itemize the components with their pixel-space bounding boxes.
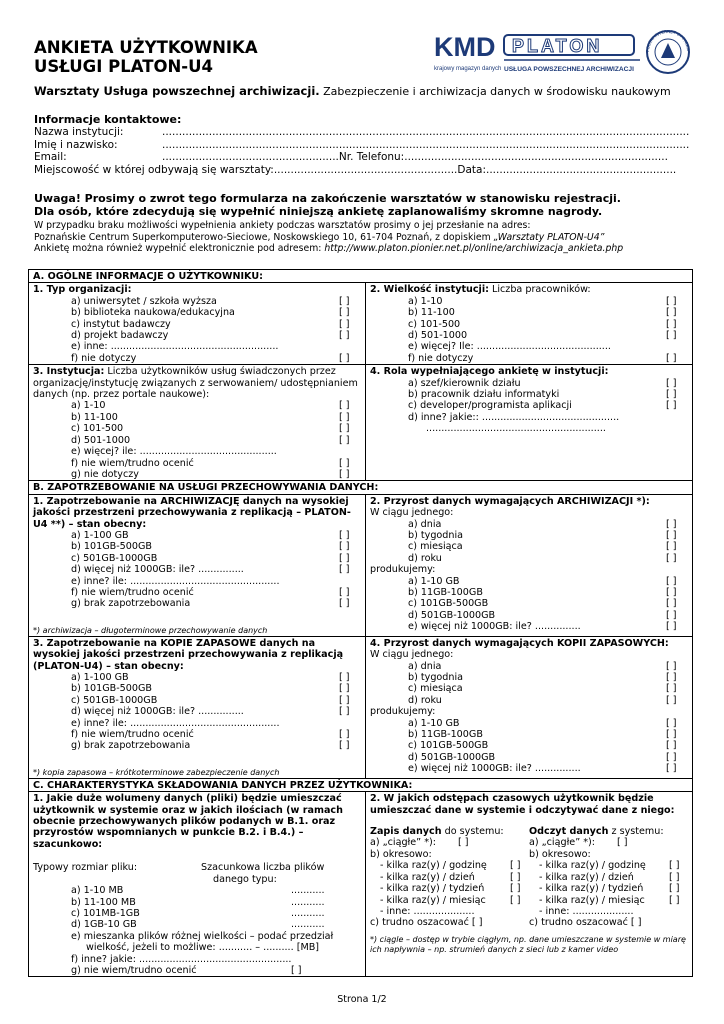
notice-line-5: Ankietę można również wypełnić elektronicznie pod adresem: http://www.platon.pionier.net.pl/online/archiwizacja_ankieta.php (34, 243, 624, 254)
page-number: Strona 1/2 (337, 994, 387, 1005)
option-b3-c[interactable]: c) 501GB-1000GB [ ] (71, 694, 350, 706)
option-b3-f[interactable]: f) nie wiem/trudno ocenić [ ] (71, 729, 350, 741)
option-b4-size-e[interactable]: e) więcej niż 1000GB: ile? ............... [ ] (408, 763, 677, 775)
question-a2: 2. Wielkość instytucji: Liczba pracowników: a) 1-10 [ ] b) 11-100 [ ] c) 101-500 [ ] d) 501-1000 [ ] e) więcej? Ile: ............................................ f) nie dotyczy [ ] (366, 283, 693, 365)
section-a-heading: A. OGÓLNE INFORMACJE O UŻYTKOWNIKU: (29, 270, 693, 283)
option-b2-year[interactable]: d) roku [ ] (408, 552, 677, 564)
option-b2-size-d[interactable]: d) 501GB-1000GB [ ] (408, 609, 677, 621)
logo-kmd-text: KMD (434, 32, 496, 62)
option-a4-d[interactable]: d) inne? jakie:: ............................................. (408, 411, 620, 423)
option-c1-f[interactable]: f) inne? jakie: .................................................. (71, 953, 292, 965)
option-b1-g[interactable]: g) brak zapotrzebowania [ ] (71, 598, 350, 610)
option-b3-g[interactable]: g) brak zapotrzebowania [ ] (71, 740, 350, 752)
option-c1-g[interactable]: g) nie wiem/trudno ocenić [ ] (71, 964, 302, 976)
question-a4: 4. Rola wypełniającego ankietę w instytucji: a) szef/kierownik działu [ ] b) pracownik działu informatyki [ ] c) developer/programista aplikacji [ ] d) inne? jakie:: ............................................. ........................................................... (366, 365, 693, 481)
option-b2-size-a[interactable]: a) 1-10 GB [ ] (408, 575, 677, 587)
name-field[interactable]: Imię i nazwisko: .............................................................................................................................................................. (34, 138, 690, 151)
section-b-heading: B. ZAPOTRZEBOWANIE NA USŁUGI PRZECHOWYWANIA DANYCH: (29, 481, 693, 494)
option-c1-c[interactable]: c) 101MB-1GB ........... (71, 907, 325, 919)
question-c2: 2. W jakich odstępach czasowych użytkownik będzie umieszczać dane w systemie i odczytywać dane z niego: Zapis danych do systemu: a) „ciągłe” *): [ ] b) okresowo: - kilka raz(y) / godzinę [ ] - kilka raz(y) / dzień [ ] - kilka raz(y) / tydzień [ ] - kilka raz(y) / miesiąc [ ] - inne: .................... c) trudno oszacować [ ] Odczyt danych z systemu: a) „ciągłe” *): [ ] b) okresowo: - kilka raz(y) / godzinę [ ] - kilka raz(y) / dzień [ ] - kilka raz(y) / tydzień [ ] - kilka raz(y) / miesiąc [ ] - inne: .................... c) trudno oszacować [ ] *) ciągle – dostęp w trybie ciągłym, np. dane umieszczane w systemie w miarę ich napływnia – np. strumień danych z sieci lub z kamer video (366, 792, 693, 977)
notice-line-3: W przypadku braku możliwości wypełnienia ankiety podczas warsztatów prosimy o jej przesłanie na adres: (34, 220, 531, 231)
question-b2: 2. Przyrost danych wymagających ARCHIWIZACJI *): W ciągu jednego: a) dnia [ ] b) tygodnia [ ] c) miesiąca [ ] d) roku [ ] produkujemy: a) 1-10 GB [ ] b) 11GB-100GB [ ] c) 101GB-500GB [ ] d) 501GB-1000GB [ ] e) więcej niż 1000GB: ile? ............... [ ] (366, 494, 693, 636)
subtitle-rest: Zabezpieczenie i archiwizacja danych w środowisku naukowym (319, 85, 671, 98)
notice-line-1: Uwaga! Prosimy o zwrot tego formularza na zakończenie warsztatów w stanowisku rejestracji. (34, 192, 621, 205)
option-b1-c[interactable]: c) 501GB-1000GB [ ] (71, 552, 350, 564)
option-a1-e[interactable]: e) inne: ....................................................... (71, 341, 279, 353)
read-freq-month[interactable]: - kilka raz(y) / miesiąc [ ] (539, 894, 680, 906)
option-b2-day[interactable]: a) dnia [ ] (408, 518, 677, 530)
option-a1-b[interactable]: b) biblioteka naukowa/edukacyjna [ ] (71, 307, 350, 319)
write-column: Zapis danych do systemu: a) „ciągłe” *): [ ] b) okresowo: - kilka raz(y) / godzinę [ ] - kilka raz(y) / dzień [ ] - kilka raz(y) / tydzień [ ] - kilka raz(y) / miesiąc [ ] - inne: .................... c) trudno oszacować [ ] (370, 826, 529, 929)
question-a1: 1. Typ organizacji: a) uniwersytet / szkoła wyższa [ ] b) biblioteka naukowa/edukacyjna [ ] c) instytut badawczy [ ] d) projekt badawczy [ ] e) inne: ....................................................... f) nie dotyczy [ ] (29, 283, 366, 365)
contact-heading: Informacje kontaktowe: (34, 113, 182, 126)
write-hard-estimate[interactable]: c) trudno oszacować [ ] (370, 917, 483, 929)
notice-line-4: Poznańskie Centrum Superkomputerowo-Sieciowe, Noskowskiego 10, 61-704 Poznań, z dopiskiem „Warsztaty PLATON-U4” (34, 231, 605, 243)
contact-info (34, 114, 694, 176)
survey-url-link[interactable]: http://www.platon.pionier.net.pl/online/archiwizacja_ankieta.php (324, 243, 624, 254)
option-a3-b[interactable]: b) 11-100 [ ] (71, 411, 350, 423)
document-title (34, 38, 258, 76)
option-a3-c[interactable]: c) 101-500 [ ] (71, 423, 350, 435)
email-phone-field[interactable]: Email: ..................................................... Nr. Telefonu: ............................................................................... (34, 151, 668, 164)
read-freq-day[interactable]: - kilka raz(y) / dzień [ ] (539, 871, 680, 883)
question-c1: 1. Jakie duże wolumeny danych (pliki) będzie umieszczać użytkownik w systemie oraz w jakich ilościach (w ramach obecnie przechowywanych plików podanych w B.1. oraz przyrostów wspomnianych w punkcie B.2. i B.4.) – szacunkowo: Typowy rozmiar pliku: Szacunkowa liczba plików danego typu: a) 1-10 MB ........... b) 11-100 MB ........... c) 101MB-1GB ........... d) 1GB-10 GB ........... e) mieszanka plików różnej wielkości – podać przedział wielkość, jeżeli to możliwe: ........... – .......... [MB] f) inne? jakie: .................................................. g) nie wiem/trudno ocenić [ ] (29, 792, 366, 977)
option-b1-f[interactable]: f) nie wiem/trudno ocenić [ ] (71, 586, 350, 598)
option-a3-d[interactable]: d) 501-1000 [ ] (71, 434, 350, 446)
option-c1-d[interactable]: d) 1GB-10 GB ........... (71, 919, 325, 931)
option-b4-size-d[interactable]: d) 501GB-1000GB [ ] (408, 751, 677, 763)
option-a2-b[interactable]: b) 11-100 [ ] (408, 307, 677, 319)
write-freq-day[interactable]: - kilka raz(y) / dzień [ ] (380, 871, 521, 883)
option-b3-e[interactable]: e) inne? ile: ................................................. (71, 717, 280, 729)
write-continuous[interactable]: a) „ciągłe” *): [ ] (370, 837, 469, 849)
read-column: Odczyt danych z systemu: a) „ciągłe” *): [ ] b) okresowo: - kilka raz(y) / godzinę [ ] - kilka raz(y) / dzień [ ] - kilka raz(y) / tydzień [ ] - kilka raz(y) / miesiąc [ ] - inne: .................... c) trudno oszacować [ ] (529, 826, 688, 929)
option-a4-a[interactable]: a) szef/kierownik działu [ ] (408, 377, 677, 389)
option-a4-c[interactable]: c) developer/programista aplikacji [ ] (408, 400, 677, 412)
option-a3-e[interactable]: e) więcej? ile: ............................................. (71, 446, 277, 458)
option-b2-size-e[interactable]: e) więcej niż 1000GB: ile? ............... [ ] (408, 621, 677, 633)
write-freq-month[interactable]: - kilka raz(y) / miesiąc [ ] (380, 894, 521, 906)
note-backup: *) kopia zapasowa – krótkoterminowe zabezpieczenie danych (33, 767, 280, 777)
option-b4-year[interactable]: d) roku [ ] (408, 694, 677, 706)
option-b2-size-b[interactable]: b) 11GB-100GB [ ] (408, 586, 677, 598)
option-b4-month[interactable]: c) miesiąca [ ] (408, 683, 677, 695)
option-a4-b[interactable]: b) pracownik działu informatyki [ ] (408, 389, 677, 401)
option-a2-a[interactable]: a) 1-10 [ ] (408, 295, 677, 307)
option-a1-d[interactable]: d) projekt badawczy [ ] (71, 330, 350, 342)
survey-table (28, 269, 693, 977)
read-freq-hour[interactable]: - kilka raz(y) / godzinę [ ] (539, 860, 680, 872)
option-b2-week[interactable]: b) tygodnia [ ] (408, 529, 677, 541)
logo-platon-text: PLATON (512, 36, 603, 56)
option-b4-day[interactable]: a) dnia [ ] (408, 660, 677, 672)
option-a2-d[interactable]: d) 501-1000 [ ] (408, 330, 677, 342)
option-a3-a[interactable]: a) 1-10 [ ] (71, 400, 350, 412)
option-c1-e[interactable]: e) mieszanka plików różnej wielkości – podać przedział (71, 930, 334, 942)
note-continuous: *) ciągle – dostęp w trybie ciągłym, np. dane umieszczane w systemie w miarę ich napływnia – np. strumień danych z sieci lub z kamer video (370, 934, 686, 954)
write-freq-hour[interactable]: - kilka raz(y) / godzinę [ ] (380, 860, 521, 872)
option-a3-f[interactable]: f) nie wiem/trudno ocenić [ ] (71, 457, 350, 469)
option-b2-month[interactable]: c) miesiąca [ ] (408, 541, 677, 553)
option-b1-d[interactable]: d) więcej niż 1000GB: ile? ............... [ ] (71, 564, 350, 576)
option-b4-size-b[interactable]: b) 11GB-100GB [ ] (408, 729, 677, 741)
option-b1-a[interactable]: a) 1-100 GB [ ] (71, 529, 350, 541)
phone-label: Nr. Telefonu: (338, 151, 405, 164)
title-line-2: USŁUGI PLATON-U4 (34, 57, 214, 76)
option-a1-f[interactable]: f) nie dotyczy [ ] (71, 352, 350, 364)
seal-text: POLSKI INTERNET OPTYCZN (644, 28, 691, 53)
write-freq-week[interactable]: - kilka raz(y) / tydzień [ ] (380, 883, 521, 895)
option-b4-size-c[interactable]: c) 101GB-500GB [ ] (408, 740, 677, 752)
date-label: Data: (457, 163, 486, 176)
read-hard-estimate[interactable]: c) trudno oszacować [ ] (529, 917, 642, 929)
option-a1-c[interactable]: c) instytut badawczy [ ] (71, 318, 350, 330)
read-freq-other[interactable]: - inne: .................... (539, 905, 634, 917)
note-archiving: *) archiwizacja – długoterminowe przechowywanie danych (33, 625, 268, 635)
option-a2-e[interactable]: e) więcej? Ile: ............................................ (408, 341, 611, 353)
read-continuous[interactable]: a) „ciągłe” *): [ ] (529, 837, 628, 849)
notice-line-2: Dla osób, które zdecydują się wypełnić niniejszą ankietę zaplanowaliśmy skromne nagrody. (34, 205, 603, 218)
read-freq-week[interactable]: - kilka raz(y) / tydzień [ ] (539, 883, 680, 895)
subtitle-bold: Warsztaty Usługa powszechnej archiwizacji. (34, 84, 320, 98)
workshop-subtitle (34, 86, 671, 97)
option-b3-a[interactable]: a) 1-100 GB [ ] (71, 672, 350, 683)
institution-field[interactable]: Nazwa instytucji: .............................................................................................................................................................. (34, 126, 690, 139)
option-b1-e[interactable]: e) inne? ile: ................................................. (71, 575, 280, 587)
question-b3: 3. Zapotrzebowanie na KOPIE ZAPASOWE danych na wysokiej jakości przestrzeni przechowywania z replikacją (PLATON-U4) – stan obecny: a) 1-100 GB [ ] b) 101GB-500GB [ ] c) 501GB-1000GB [ ] d) więcej niż 1000GB: ile? ............... [ ] e) inne? ile: ................................................. f) nie wiem/trudno ocenić [ ] g) brak zapotrzebowania [ ] *) kopia zapasowa – krótkoterminowe zabezpieczenie danych (29, 636, 366, 778)
option-b2-size-c[interactable]: c) 101GB-500GB [ ] (408, 598, 677, 610)
logo-kmd-subtitle: krajowy magazyn danych (434, 66, 502, 72)
notice-block (34, 192, 694, 255)
title-line-1: ANKIETA UŻYTKOWNIKA (34, 38, 258, 57)
write-freq-other[interactable]: - inne: .................... (380, 905, 475, 917)
option-a2-c[interactable]: c) 101-500 [ ] (408, 318, 677, 330)
option-c1-b[interactable]: b) 11-100 MB ........... (71, 896, 325, 908)
option-b4-week[interactable]: b) tygodnia [ ] (408, 672, 677, 683)
option-b1-b[interactable]: b) 101GB-500GB [ ] (71, 541, 350, 553)
option-a2-f[interactable]: f) nie dotyczy [ ] (408, 352, 677, 364)
logo-platon-subtitle: USŁUGA POWSZECHNEJ ARCHIWIZACJI (504, 66, 634, 73)
option-c1-a[interactable]: a) 1-10 MB ........... (71, 885, 325, 897)
question-a3: 3. Instytucja: Liczba użytkowników usług świadczonych przez organizację/instytucję związanych z serwowaniem/ udostępnianiem danych (np. przez portale naukowe): a) 1-10 [ ] b) 11-100 [ ] c) 101-500 [ ] d) 501-1000 [ ] e) więcej? ile: ............................................. f) nie wiem/trudno ocenić [ ] g) nie dotyczy [ ] (29, 365, 366, 481)
option-b3-d[interactable]: d) więcej niż 1000GB: ile? ............... [ ] (71, 706, 350, 718)
kmd-platon-logo (432, 28, 692, 80)
section-c-heading: C. CHARAKTERYSTYKA SKŁADOWANIA DANYCH PRZEZ UŻYTKOWNIKA: (29, 778, 693, 791)
option-a3-g[interactable]: g) nie dotyczy [ ] (71, 468, 350, 480)
option-b4-size-a[interactable]: a) 1-10 GB [ ] (408, 717, 677, 729)
city-date-field[interactable]: Miejscowość w której odbywają się warsztaty: ....................................................... Data: ......................................................... (34, 163, 677, 176)
option-b3-b[interactable]: b) 101GB-500GB [ ] (71, 683, 350, 695)
option-a1-a[interactable]: a) uniwersytet / szkoła wyższa [ ] (71, 295, 350, 307)
question-b4: 4. Przyrost danych wymagających KOPII ZAPASOWYCH: W ciągu jednego: a) dnia [ ] b) tygodnia [ ] c) miesiąca [ ] d) roku [ ] produkujemy: a) 1-10 GB [ ] b) 11GB-100GB [ ] c) 101GB-500GB [ ] d) 501GB-1000GB [ ] e) więcej niż 1000GB: ile? ............... [ ] (366, 636, 693, 778)
question-b1: 1. Zapotrzebowanie na ARCHIWIZACJĘ danych na wysokiej jakości przestrzeni przechowywania z replikacją – PLATON-U4 **) – stan obecny: a) 1-100 GB [ ] b) 101GB-500GB [ ] c) 501GB-1000GB [ ] d) więcej niż 1000GB: ile? ............... [ ] e) inne? ile: ................................................. f) nie wiem/trudno ocenić [ ] g) brak zapotrzebowania [ ] *) archiwizacja – długoterminowe przechowywanie danych (29, 494, 366, 636)
